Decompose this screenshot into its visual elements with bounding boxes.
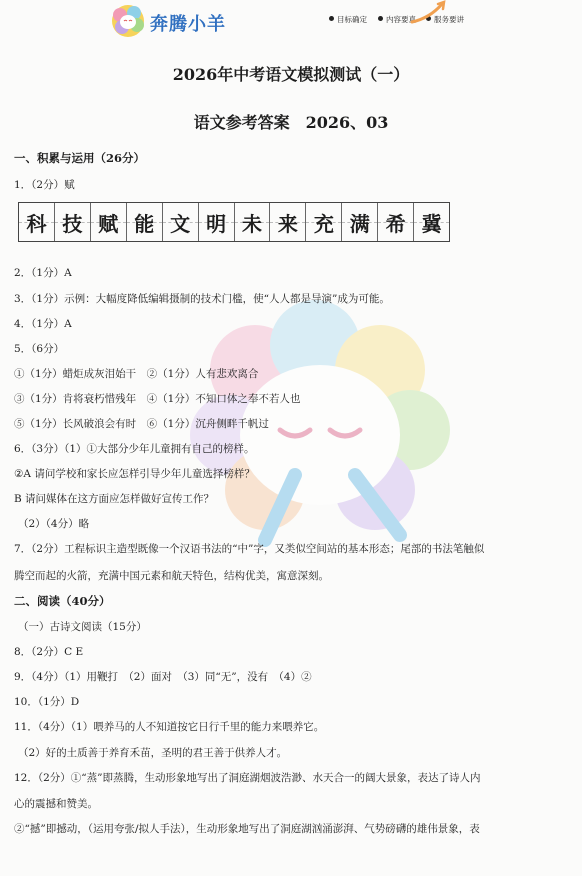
answer-line: 11．（4分）（1）喂养马的人不知道按它日行千里的能力来喂养它。 — [14, 721, 325, 733]
bullet-icon — [378, 16, 383, 21]
grid-cell: 文 — [163, 203, 199, 241]
answer-line: 6．（3分）（1）①大部分少年儿童拥有自己的榜样。 — [14, 443, 255, 455]
grid-cell: 未 — [235, 203, 271, 241]
grid-cell: 明 — [199, 203, 235, 241]
answer-line: 5．（6分） — [14, 343, 65, 355]
grid-cell: 科 — [19, 203, 55, 241]
subsection-heading: （一）古诗文阅读（15分） — [18, 621, 147, 633]
answer-line: 10．（1分）D — [14, 696, 80, 708]
answer-line: 8．（2分）C E — [14, 646, 84, 658]
grid-cell: 赋 — [91, 203, 127, 241]
answer-line: ③（1分）肯将衰朽惜残年 ④（1分）不知口体之奉不若人也 — [14, 393, 301, 405]
section-heading: 二、阅读（40分） — [14, 594, 111, 608]
grid-cell: 能 — [127, 203, 163, 241]
answer-line: 12．（2分）①“蒸”即蒸腾，生动形象地写出了洞庭湖烟波浩渺、水天合一的阔大景象，表达了诗人内 — [14, 772, 481, 784]
answer-line: （2）好的土质善于养育禾苗，圣明的君王善于供养人才。 — [18, 747, 288, 759]
grid-cell: 冀 — [414, 203, 449, 241]
answer-line: ⑤（1分）长风破浪会有时 ⑥（1分）沉舟侧畔千帆过 — [14, 418, 269, 430]
answer-line: 9．（4分）（1）用鞭打 （2）面对 （3）同“无”，没有 （4）② — [14, 671, 312, 683]
answer-line: 3．（1分）示例：大幅度降低编辑摄制的技术门槛，使“人人都是导演”成为可能。 — [14, 293, 390, 305]
nav-item-goal[interactable]: 目标确定 — [329, 14, 367, 25]
grid-cell: 希 — [378, 203, 414, 241]
answer-line: 心的震撼和赞美。 — [14, 798, 98, 810]
answer-line: 腾空而起的火箭，充满中国元素和航天特色，结构优美，寓意深刻。 — [14, 570, 329, 582]
swoosh-decoration-icon — [410, 0, 450, 26]
bullet-icon — [329, 16, 334, 21]
grid-cell: 满 — [342, 203, 378, 241]
answer-key-title: 语文参考答案 2026、03 — [193, 113, 389, 132]
sheep-logo-icon — [110, 3, 146, 39]
grid-cell: 技 — [55, 203, 91, 241]
logo-text: 奔腾小羊 — [150, 14, 226, 35]
nav-item-service[interactable]: 服务要讲 — [426, 14, 464, 25]
nav-item-content[interactable]: 内容要真 — [378, 14, 416, 25]
answer-line: 2．（1分）A — [14, 267, 72, 279]
section-heading: 一、积累与运用（26分） — [14, 151, 146, 165]
answer-line: B 请问媒体在这方面应怎样做好宣传工作？ — [14, 493, 215, 505]
answer-line: 1．（2分）赋 — [14, 179, 75, 191]
grid-cell: 充 — [306, 203, 342, 241]
site-header — [0, 0, 582, 44]
answer-line: ②A 请问学校和家长应怎样引导少年儿童选择榜样？ — [14, 468, 255, 480]
site-logo[interactable] — [110, 3, 240, 41]
answer-line: 4．（1分）A — [14, 318, 72, 330]
exam-title: 2026年中考语文模拟测试（一） — [172, 65, 410, 84]
character-grid — [18, 202, 450, 242]
answer-line: ①（1分）蜡炬成灰泪始干 ②（1分）人有悲欢离合 — [14, 368, 259, 380]
answer-line: ②“撼”即撼动，（运用夸张/拟人手法），生动形象地写出了洞庭湖汹涌澎湃、气势磅礴的雄伟景象，表 — [14, 823, 480, 835]
answer-line: 7．（2分）工程标识主造型既像一个汉语书法的“中”字，又类似空间站的基本形态；尾部的书法笔触似 — [14, 543, 485, 555]
grid-cell: 来 — [270, 203, 306, 241]
answer-line: （2）（4分）略 — [18, 518, 90, 530]
